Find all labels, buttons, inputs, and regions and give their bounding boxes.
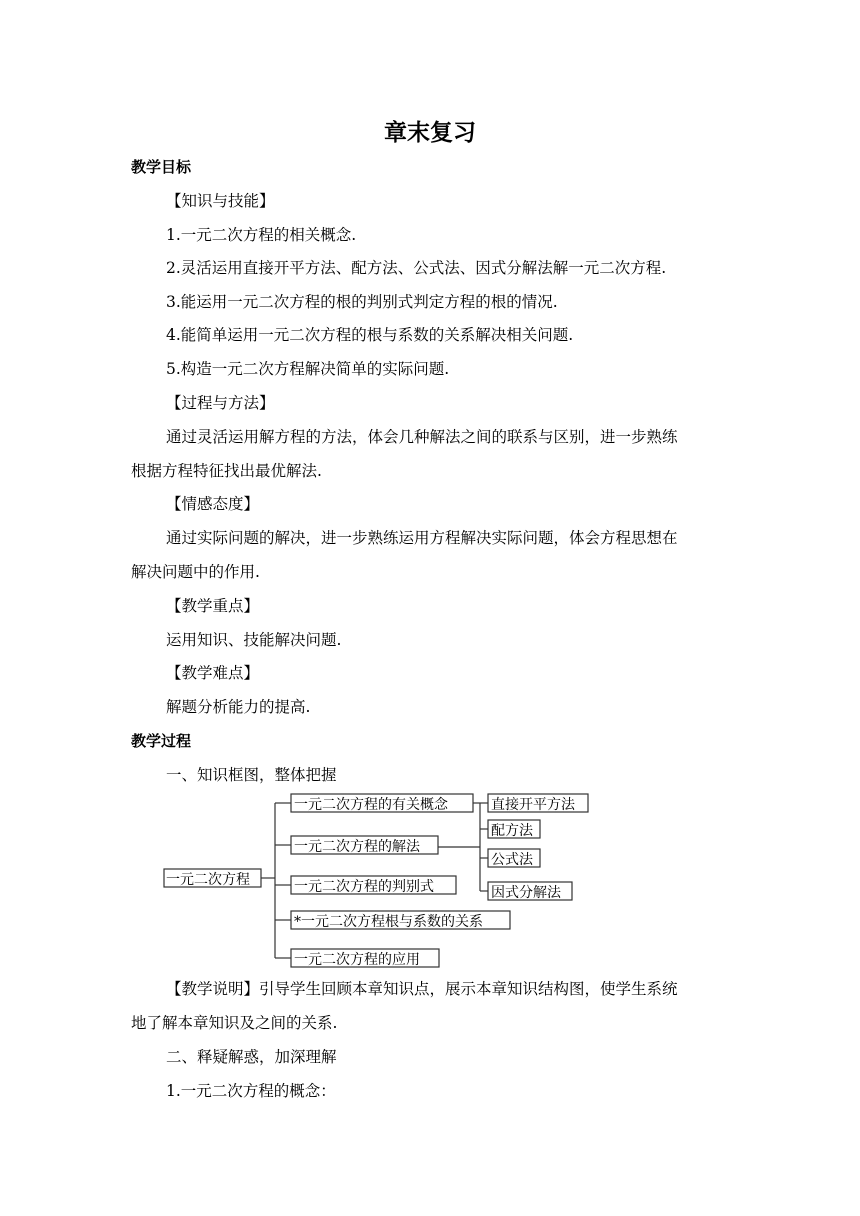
- branch-node: *一元二次方程根与系数的关系: [294, 914, 483, 930]
- paragraph: 通过灵活运用解方程的方法，体会几种解法之间的联系与区别，进一步熟练: [166, 428, 678, 446]
- subheading: 【教学重点】: [166, 597, 260, 615]
- paragraph: 地了解本章知识及之间的关系.: [131, 1014, 338, 1032]
- subheading: 【过程与方法】: [166, 394, 275, 412]
- section-heading: 教学目标: [131, 158, 192, 176]
- subheading: 【教学难点】: [166, 664, 260, 682]
- section-heading: 教学过程: [131, 732, 192, 750]
- paragraph: 2.灵活运用直接开平方法、配方法、公式法、因式分解法解一元二次方程.: [166, 259, 667, 277]
- method-node: 公式法: [491, 852, 533, 868]
- paragraph: 4.能简单运用一元二次方程的根与系数的关系解决相关问题.: [166, 326, 574, 344]
- paragraph: 【教学说明】引导学生回顾本章知识点，展示本章知识结构图，使学生系统: [166, 980, 678, 998]
- paragraph: 根据方程特征找出最优解法.: [131, 462, 322, 480]
- method-node: 直接开平方法: [491, 797, 575, 813]
- paragraph: 1.一元二次方程的概念：: [166, 1082, 336, 1100]
- paragraph: 二、释疑解惑，加深理解: [166, 1048, 337, 1066]
- method-node: 配方法: [491, 823, 533, 839]
- branch-node: 一元二次方程的有关概念: [294, 797, 448, 813]
- paragraph: 解题分析能力的提高.: [166, 698, 311, 716]
- branch-node: 一元二次方程的解法: [294, 839, 420, 855]
- paragraph: 通过实际问题的解决，进一步熟练运用方程解决实际问题，体会方程思想在: [166, 529, 678, 547]
- subheading: 【知识与技能】: [166, 192, 275, 210]
- paragraph: 5.构造一元二次方程解决简单的实际问题.: [166, 360, 450, 378]
- paragraph: 运用知识、技能解决问题.: [166, 631, 342, 649]
- subheading: 【情感态度】: [166, 495, 260, 513]
- root-node: 一元二次方程: [166, 872, 250, 888]
- branch-node: 一元二次方程的判别式: [294, 879, 434, 895]
- method-node: 因式分解法: [491, 885, 561, 901]
- paragraph: 解决问题中的作用.: [131, 563, 260, 581]
- page-title: 章末复习: [384, 120, 476, 146]
- branch-node: 一元二次方程的应用: [294, 952, 420, 968]
- paragraph: 3.能运用一元二次方程的根的判别式判定方程的根的情况.: [166, 293, 558, 311]
- paragraph: 一、知识框图，整体把握: [166, 766, 337, 784]
- paragraph: 1.一元二次方程的相关概念.: [166, 226, 357, 244]
